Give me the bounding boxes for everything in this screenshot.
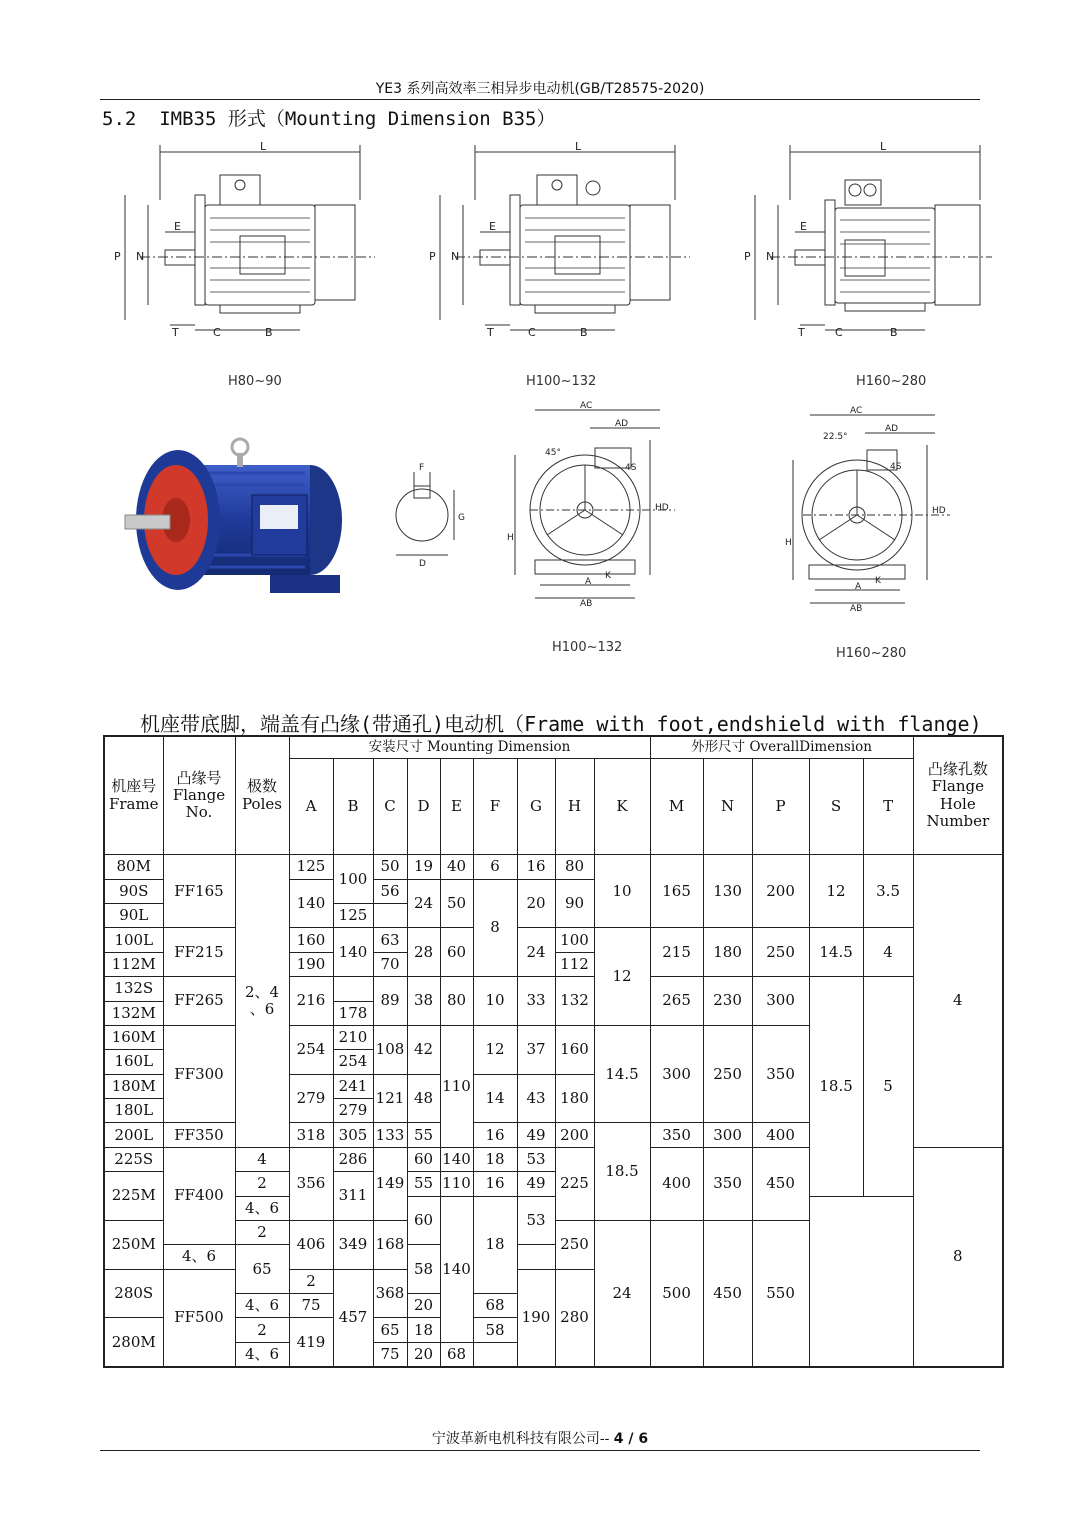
cell-F: 12 [473, 1025, 517, 1074]
head-poles-text: 极数 Poles [242, 777, 282, 813]
cell-poles: 2 [235, 1172, 289, 1196]
cell-G: 33 [517, 977, 555, 1026]
cell-frame: 90S [104, 879, 163, 903]
cell-M: 500 [650, 1220, 703, 1367]
cell-P: 450 [752, 1147, 809, 1220]
cell-frame: 280S [104, 1269, 163, 1318]
cell-poles: 4 [235, 1147, 289, 1171]
cell-B: 178 [333, 1001, 373, 1025]
head-C: C [373, 758, 407, 855]
cell-D: 65 [235, 1245, 289, 1294]
head-holes [913, 736, 1003, 855]
cell-A: 406 [289, 1220, 333, 1269]
dimension-table [103, 735, 1004, 1368]
head-K: K [594, 758, 650, 855]
cell-A: 125 [289, 855, 333, 879]
cell-C-empty [373, 904, 407, 928]
svg-text:C: C [528, 326, 536, 339]
svg-text:L: L [880, 140, 887, 153]
cell-G: 24 [517, 928, 555, 977]
section-title: 5.2 IMB35 形式（Mounting Dimension B35） [102, 108, 556, 130]
svg-text:4S: 4S [625, 463, 637, 473]
cell-flange: FF265 [163, 977, 235, 1026]
cell-G: 68 [440, 1342, 473, 1367]
cell-flange: FF300 [163, 1025, 235, 1123]
cell-D: 48 [407, 1074, 440, 1123]
cell-B: 286 [333, 1147, 373, 1171]
motor-photo [120, 435, 350, 610]
svg-text:P: P [114, 250, 121, 263]
head-N: N [703, 758, 752, 855]
svg-text:HD: HD [932, 506, 946, 516]
cell-poles: 4、6 [235, 1342, 289, 1367]
cell-H: 160 [555, 1025, 594, 1074]
cell-A: 356 [289, 1147, 333, 1220]
cell-F: 20 [407, 1342, 440, 1367]
cell-K: 14.5 [594, 1025, 650, 1123]
cell-B: 349 [333, 1220, 373, 1269]
cell-D: 55 [407, 1172, 440, 1196]
cell-flange: FF500 [163, 1269, 235, 1367]
cell-frame: 180M [104, 1074, 163, 1098]
cell-P: 250 [752, 928, 809, 977]
cell-G: 58 [473, 1318, 517, 1342]
cell-B-empty [333, 977, 373, 1001]
head-frame-text: 机座号 Frame [108, 777, 159, 813]
cell-G: 53 [517, 1147, 555, 1171]
caption-side2: H100~132 [526, 374, 597, 389]
table-title: 机座带底脚，端盖有凸缘(带通孔)电动机（Frame with foot,endshield with flange) [140, 712, 982, 736]
cell-frame: 160M [104, 1025, 163, 1049]
svg-text:AC: AC [850, 406, 863, 416]
cell-S: 12 [809, 855, 863, 928]
head-poles [235, 736, 289, 855]
svg-text:D: D [419, 559, 426, 569]
head-E: E [440, 758, 473, 855]
cell-G: 49 [517, 1172, 555, 1196]
svg-text:4S: 4S [890, 462, 902, 472]
cell-H: 180 [555, 1074, 594, 1123]
cell-frame: 132S [104, 977, 163, 1001]
cell-C: 121 [373, 1074, 407, 1123]
cell-frame: 112M [104, 952, 163, 976]
cell-N: 230 [703, 977, 752, 1026]
cell-poles: 4、6 [235, 1196, 289, 1220]
cell-F: 16 [473, 1172, 517, 1196]
svg-text:B: B [580, 326, 588, 339]
head-flange [163, 736, 235, 855]
cell-holes: 4 [913, 855, 1003, 1148]
cell-E: 110 [440, 1172, 473, 1196]
cell-N: 350 [703, 1147, 752, 1220]
head-D: D [407, 758, 440, 855]
cell-D: 55 [407, 1123, 440, 1147]
cell-F: 20 [407, 1294, 440, 1318]
svg-text:A: A [855, 582, 862, 592]
svg-text:E: E [489, 220, 496, 233]
cell-E: 50 [440, 879, 473, 928]
cell-N: 300 [703, 1123, 752, 1147]
svg-text:N: N [136, 250, 145, 263]
cell-B: 254 [333, 1050, 373, 1074]
svg-text:E: E [800, 220, 807, 233]
svg-text:AD: AD [615, 419, 629, 429]
cell-H: 250 [555, 1220, 594, 1269]
caption-side3: H160~280 [856, 374, 927, 389]
svg-text:H: H [507, 533, 514, 543]
cell-B: 241 [333, 1074, 373, 1098]
svg-text:45°: 45° [545, 448, 561, 458]
caption-end1: H100~132 [552, 640, 623, 655]
cell-C: 108 [373, 1025, 407, 1074]
head-A: A [289, 758, 333, 855]
cell-E: 80 [440, 977, 473, 1026]
svg-text:E: E [174, 220, 181, 233]
cell-A: 318 [289, 1123, 333, 1147]
cell-frame: 225M [104, 1172, 163, 1221]
cell-F: 18 [407, 1318, 440, 1342]
cell-H: 90 [555, 879, 594, 928]
cell-D: 42 [407, 1025, 440, 1074]
cell-B: 419 [289, 1318, 333, 1367]
head-P: P [752, 758, 809, 855]
cell-flange: FF215 [163, 928, 235, 977]
cell-D: 60 [407, 1196, 440, 1245]
cell-B: 311 [333, 1172, 373, 1221]
cell-B: 368 [373, 1269, 407, 1318]
cell-G: 49 [517, 1123, 555, 1147]
cell-C: 63 [373, 928, 407, 952]
cell-flange: FF350 [163, 1123, 235, 1147]
cell-frame: 180L [104, 1099, 163, 1123]
cell-M: 350 [650, 1123, 703, 1147]
cell-B: 140 [333, 928, 373, 977]
cell-poles: 4、6 [235, 1294, 289, 1318]
cell-T: 4 [863, 928, 913, 977]
group-overall: 外形尺寸 OverallDimension [650, 736, 913, 758]
cell-M: 265 [650, 977, 703, 1026]
cell-D: 65 [373, 1318, 407, 1342]
cell-A: 254 [289, 1025, 333, 1074]
cell-D: 28 [407, 928, 440, 977]
svg-text:P: P [429, 250, 436, 263]
cell-C: 133 [373, 1123, 407, 1147]
cell-poles: 4、6 [163, 1245, 235, 1269]
svg-text:G: G [458, 513, 465, 523]
cell-K: 18.5 [594, 1123, 650, 1221]
cell-poles-text: 2、4 、6 [244, 982, 280, 1019]
cell-D: 75 [373, 1342, 407, 1367]
svg-text:K: K [605, 571, 611, 581]
caption-end2: H160~280 [836, 646, 907, 661]
cell-F: 14 [473, 1074, 517, 1123]
cell-poles: 2 [235, 1318, 289, 1342]
cell-frame: 200L [104, 1123, 163, 1147]
cell-poles: 2 [289, 1269, 333, 1293]
cell-N: 250 [703, 1025, 752, 1123]
cell-H: 80 [555, 855, 594, 879]
cell-frame: 280M [104, 1318, 163, 1367]
cell-E: 40 [440, 855, 473, 879]
cell-K: 12 [594, 928, 650, 1026]
cell-C: 70 [373, 952, 407, 976]
cell-E: 140 [440, 1196, 473, 1342]
page-header: YE3 系列高效率三相异步电动机(GB/T28575-2020) [375, 81, 705, 97]
cell-B: 279 [333, 1099, 373, 1123]
page-footer [100, 1428, 980, 1448]
cell-F: 16 [473, 1123, 517, 1147]
cell-G: 68 [473, 1294, 517, 1318]
group-mounting: 安装尺寸 Mounting Dimension [289, 736, 650, 758]
head-F: F [473, 758, 517, 855]
svg-text:B: B [265, 326, 273, 339]
cell-A: 279 [289, 1074, 333, 1123]
footer-rule [100, 1450, 980, 1451]
cell-poles: 2 [235, 1220, 289, 1244]
side-view-drawing-1 [110, 140, 380, 345]
cell-N: 180 [703, 928, 752, 977]
cell-G: 43 [517, 1074, 555, 1123]
cell-F: 18 [473, 1147, 517, 1171]
cell-E: 140 [440, 1147, 473, 1171]
cell-A: 190 [289, 952, 333, 976]
cell-C: 89 [373, 977, 407, 1026]
cell-frame: 80M [104, 855, 163, 879]
cell-G: 58 [407, 1245, 440, 1294]
cell-A: 216 [289, 977, 333, 1026]
cell-D: 38 [407, 977, 440, 1026]
cell-C: 168 [373, 1220, 407, 1269]
head-flange-text: 凸缘号 Flange No. [172, 768, 226, 822]
cell-M: 300 [650, 1025, 703, 1123]
cell-P: 300 [752, 977, 809, 1026]
cell-F: 8 [473, 879, 517, 977]
cell-D: 60 [407, 1147, 440, 1171]
head-G: G [517, 758, 555, 855]
cell-H: 200 [555, 1123, 594, 1147]
cell-K: 24 [594, 1220, 650, 1367]
cell-E: 110 [440, 1025, 473, 1147]
cell-H: 280 [555, 1269, 594, 1367]
svg-text:A: A [585, 577, 592, 587]
svg-text:T: T [487, 326, 494, 339]
end-view-drawing-1 [505, 400, 680, 610]
head-holes-text: 凸缘孔数 Flange Hole Number [926, 760, 990, 830]
svg-text:L: L [575, 140, 582, 153]
cell-frame: 100L [104, 928, 163, 952]
svg-text:L: L [260, 140, 267, 153]
side-view-drawing-2 [425, 140, 695, 345]
header-rule [100, 99, 980, 100]
cell-D: 24 [407, 879, 440, 928]
cell-frame: 90L [104, 904, 163, 928]
svg-text:T: T [172, 326, 179, 339]
svg-text:AB: AB [580, 599, 593, 609]
cell-frame: 225S [104, 1147, 163, 1171]
cell-G: 53 [517, 1196, 555, 1245]
svg-text:AB: AB [850, 604, 863, 614]
svg-text:AD: AD [885, 424, 899, 434]
head-S: S [809, 758, 863, 855]
cell-H: 132 [555, 977, 594, 1026]
cell-flange: FF400 [163, 1147, 235, 1245]
cell-B: 125 [333, 904, 373, 928]
svg-text:C: C [213, 326, 221, 339]
svg-text:C: C [835, 326, 843, 339]
cell-C: 50 [373, 855, 407, 879]
svg-text:K: K [875, 576, 881, 586]
svg-text:N: N [766, 250, 775, 263]
cell-F: 10 [473, 977, 517, 1026]
cell-frame: 250M [104, 1220, 163, 1269]
cell-M: 165 [650, 855, 703, 928]
cell-G: 20 [517, 879, 555, 928]
side-view-drawing-3 [740, 140, 995, 345]
cell-C: 149 [373, 1147, 407, 1220]
caption-side1: H80~90 [228, 374, 282, 389]
cell-N: 130 [703, 855, 752, 928]
cell-flange: FF165 [163, 855, 235, 928]
svg-text:22.5°: 22.5° [823, 432, 848, 442]
cell-P: 200 [752, 855, 809, 928]
cell-H: 112 [555, 952, 594, 976]
cell-G: 16 [517, 855, 555, 879]
cell-M: 400 [650, 1147, 703, 1220]
cell-poles [235, 855, 289, 1148]
cell-K: 10 [594, 855, 650, 928]
cell-B: 305 [333, 1123, 373, 1147]
cell-P: 550 [752, 1220, 809, 1367]
head-H: H [555, 758, 594, 855]
cell-S: 14.5 [809, 928, 863, 977]
cell-A: 457 [333, 1269, 373, 1367]
head-B: B [333, 758, 373, 855]
svg-text:P: P [744, 250, 751, 263]
cell-E: 60 [440, 928, 473, 977]
cell-H: 100 [555, 928, 594, 952]
svg-text:H: H [785, 538, 792, 548]
cell-G: 37 [517, 1025, 555, 1074]
cell-A: 140 [289, 879, 333, 928]
cell-H: 225 [555, 1147, 594, 1220]
cell-P: 350 [752, 1025, 809, 1123]
cell-C: 190 [517, 1269, 555, 1367]
end-view-drawing-2 [785, 405, 955, 615]
cell-F: 6 [473, 855, 517, 879]
cell-holes: 8 [913, 1147, 1003, 1367]
page-number: 4 / 6 [613, 1431, 649, 1447]
cell-T: 3.5 [863, 855, 913, 928]
svg-text:N: N [451, 250, 460, 263]
cell-A: 160 [289, 928, 333, 952]
cell-frame: 132M [104, 1001, 163, 1025]
cell-M: 215 [650, 928, 703, 977]
cell-C: 56 [373, 879, 407, 903]
cell-B: 100 [333, 855, 373, 904]
cell-T: 5 [863, 977, 913, 1196]
footer-company: 宁波革新电机科技有限公司-- [431, 1431, 610, 1447]
cell-P: 400 [752, 1123, 809, 1147]
cell-frame: 160L [104, 1050, 163, 1074]
cell-B: 210 [333, 1025, 373, 1049]
svg-text:AC: AC [580, 401, 593, 411]
cell-S: 18.5 [809, 977, 863, 1196]
head-T: T [863, 758, 913, 855]
cell-N: 450 [703, 1220, 752, 1367]
svg-text:B: B [890, 326, 898, 339]
shaft-keyway-drawing [392, 460, 472, 570]
cell-F: 18 [473, 1196, 517, 1294]
head-M: M [650, 758, 703, 855]
svg-text:HD: HD [655, 503, 669, 513]
svg-text:T: T [798, 326, 805, 339]
svg-text:F: F [419, 463, 425, 473]
head-frame [104, 736, 163, 855]
cell-D: 75 [289, 1294, 333, 1318]
cell-D: 19 [407, 855, 440, 879]
